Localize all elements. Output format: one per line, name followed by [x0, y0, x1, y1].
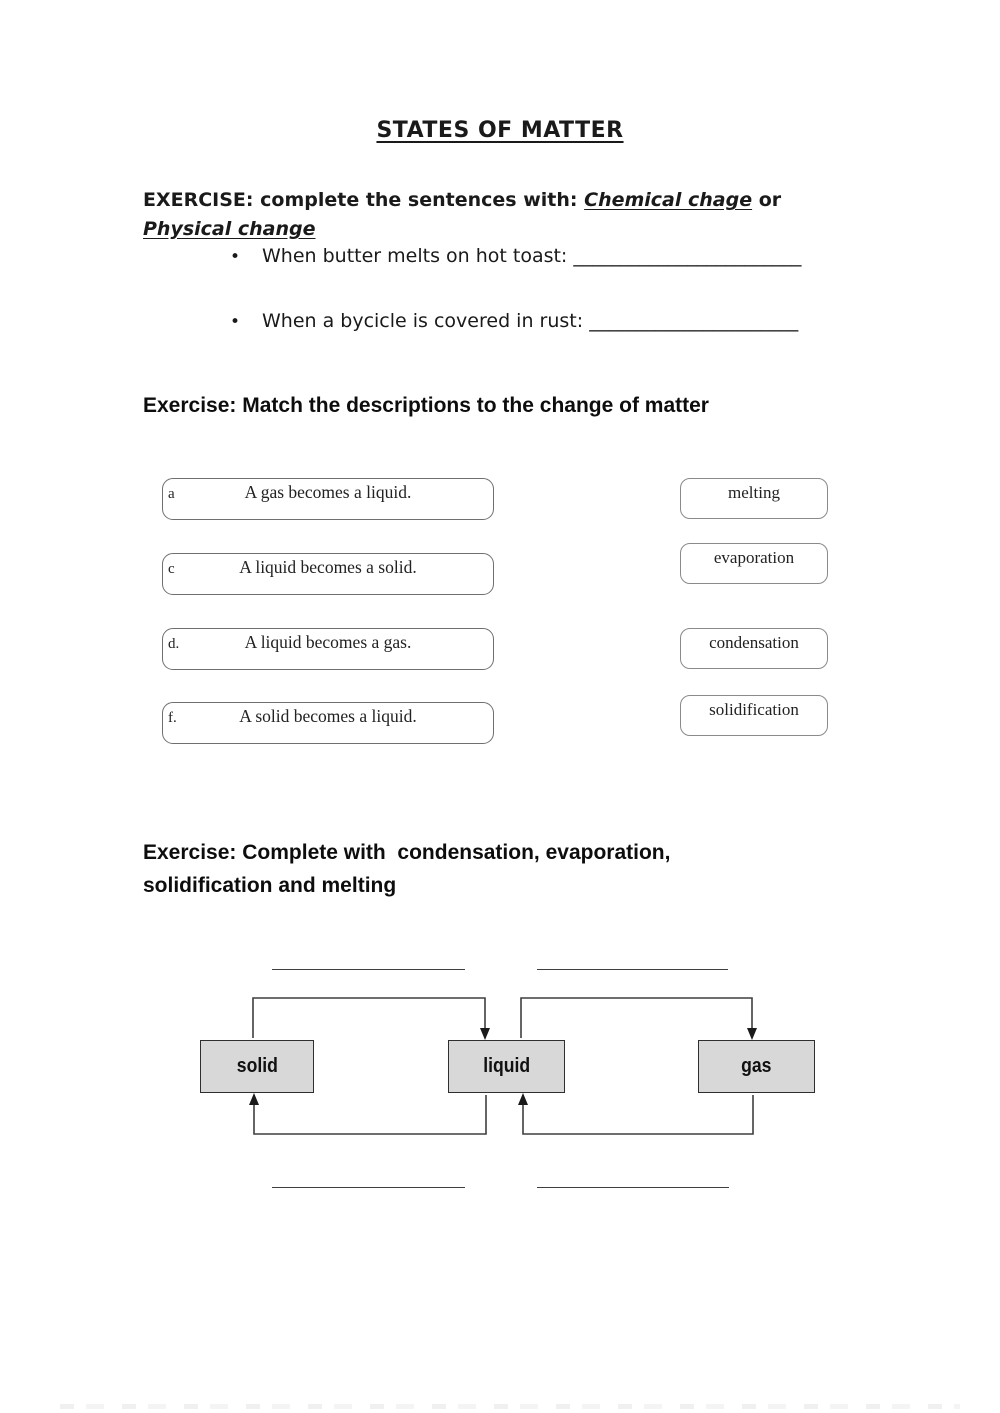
state-label-liquid: liquid [483, 1055, 530, 1077]
answer-blank-top-left[interactable] [272, 969, 465, 970]
arrow-liquid-to-solid [249, 1093, 486, 1134]
bullet-butter-text: When butter melts on hot toast: [262, 245, 574, 267]
description-label-d: d. [168, 636, 180, 652]
page-title [0, 118, 1000, 143]
exercise1-prompt-prefix: EXERCISE: complete the sentences with: [143, 189, 585, 211]
exercise1-option-chemical-change: Chemical chage [584, 189, 753, 211]
term-box-condensation[interactable] [680, 628, 828, 669]
arrow-solid-to-liquid [253, 998, 490, 1040]
state-box-gas [698, 1040, 815, 1093]
exercise3-heading-line1: Exercise: Complete with condensation, evaporation, [143, 841, 671, 864]
description-text-a: A gas becomes a liquid. [244, 482, 412, 502]
description-box-f[interactable] [162, 702, 494, 744]
exercise1-connector: or [752, 189, 782, 211]
answer-blank-butter[interactable]: ________________________ [573, 245, 802, 267]
exercise3-heading-line2: solidification and melting [143, 874, 397, 897]
term-box-evaporation[interactable] [680, 543, 828, 584]
arrow-liquid-to-gas [521, 998, 757, 1040]
description-text-d: A liquid becomes a gas. [244, 632, 412, 652]
state-label-solid: solid [236, 1055, 278, 1077]
term-box-solidification[interactable] [680, 695, 828, 736]
term-box-melting[interactable] [680, 478, 828, 519]
cropped-footer-text [60, 1404, 960, 1409]
exercise2-heading: Exercise: Match the descriptions to the change of matter [143, 394, 709, 417]
description-box-c[interactable] [162, 553, 494, 595]
description-text-c: A liquid becomes a solid. [239, 557, 417, 577]
exercise1-option-physical-change: Physical change [143, 218, 316, 240]
bullet-item-bicycle [230, 310, 870, 332]
term-text-evaporation: evaporation [713, 548, 795, 567]
page-title-text: STATES OF MATTER [376, 118, 624, 143]
bullet-icon: • [230, 247, 241, 267]
answer-blank-bottom-left[interactable] [272, 1187, 465, 1188]
answer-blank-top-right[interactable] [537, 969, 728, 970]
description-box-a[interactable] [162, 478, 494, 520]
term-text-melting: melting [728, 483, 780, 502]
bullet-item-butter [230, 245, 870, 267]
state-box-solid [200, 1040, 314, 1093]
answer-blank-bicycle[interactable]: ______________________ [589, 310, 799, 332]
bullet-bicycle-text: When a bycicle is covered in rust: [262, 310, 590, 332]
state-label-gas: gas [741, 1055, 772, 1077]
description-label-a: a [168, 486, 175, 502]
description-box-d[interactable] [162, 628, 494, 670]
term-text-condensation: condensation [709, 633, 799, 652]
state-box-liquid [448, 1040, 565, 1093]
description-label-c: c [168, 561, 175, 577]
arrow-gas-to-liquid [518, 1093, 753, 1134]
term-text-solidification: solidification [709, 700, 799, 719]
description-text-f: A solid becomes a liquid. [239, 706, 417, 726]
description-label-f: f. [168, 710, 177, 726]
exercise1-prompt [143, 186, 843, 244]
bullet-icon: • [230, 312, 241, 332]
answer-blank-bottom-right[interactable] [537, 1187, 729, 1188]
